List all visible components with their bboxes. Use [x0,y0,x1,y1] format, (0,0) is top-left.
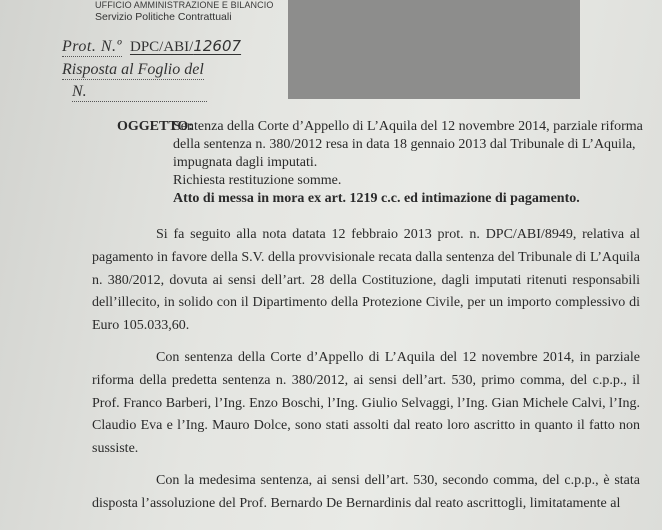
paragraph-text: Con sentenza della Corte d’Appello di L’Aquila del 12 novembre 2014, in parziale riforma della predetta sentenza n. 380/2012, ai sensi dell’art. 530, primo comma, del c.p.p., il Prof. Franco Barberi, l’Ing. Enzo Boschi, l’Ing. Giulio Selvaggi, l’Ing. Gian Michele Calvi, l’Ing. Claudio Eva e l’Ing. Mauro Dolce, sono stati assolti dal reato loro ascritto in quanto il fatto non sussiste. [92,350,640,457]
protocol-prefix: Prot. N.º [62,38,122,55]
subject-text [173,118,647,208]
n-line [72,83,207,102]
subject-line: Richiesta restituzione somme. [173,173,342,188]
protocol-code: DPC/ABI/ [129,39,194,55]
service-name: Servizio Politiche Contrattuali [95,11,232,23]
subject-label: OGGETTO: [117,119,193,134]
subject-bold-line: Atto di messa in mora ex art. 1219 c.c. ed intimazione di pagamento. [173,191,580,206]
subject-line: Sentenza della Corte d’Appello di L’Aquila del 12 novembre 2014, parziale riforma [173,119,643,134]
letterhead [95,0,295,23]
subject-line: impugnata dagli imputati. [173,155,318,170]
protocol-number-field [130,39,241,55]
office-name: UFFICIO AMMINISTRAZIONE E BILANCIO [95,0,274,10]
paragraph-text: Con la medesima sentenza, ai sensi dell’art. 530, secondo comma, del c.p.p., è stata disposta l’assoluzione del Prof. Bernardo De Bernardinis dal reato ascrittogli, limitatamente al [92,473,640,511]
subject-block [117,118,647,208]
reply-label: Risposta al Foglio del [62,61,204,78]
body-paragraph-1 [92,224,640,338]
reply-line [62,61,204,80]
paragraph-text: Si fa seguito alla nota datata 12 febbraio 2013 prot. n. DPC/ABI/8949, relativa al pagamento in favore della S.V. della provvisionale recata dalla sentenza del Tribunale di L’Aquila n. 380/2012, dovuta ai sensi dell’art. 28 della Costituzione, dagli imputati ritenuti responsabili dell’illecito, in solido con il Dipartimento della Protezione Civile, per un importo complessivo di Euro 105.033,60. [92,227,640,334]
n-label: N. [72,83,207,102]
subject-line: della sentenza n. 380/2012 resa in data 18 gennaio 2013 dal Tribunale di L’Aquila, [173,137,636,152]
redacted-block [288,0,580,99]
protocol-number: 12607 [193,37,242,55]
body-paragraph-3 [92,470,640,516]
body-paragraph-2 [92,347,640,461]
protocol-line [62,37,241,57]
